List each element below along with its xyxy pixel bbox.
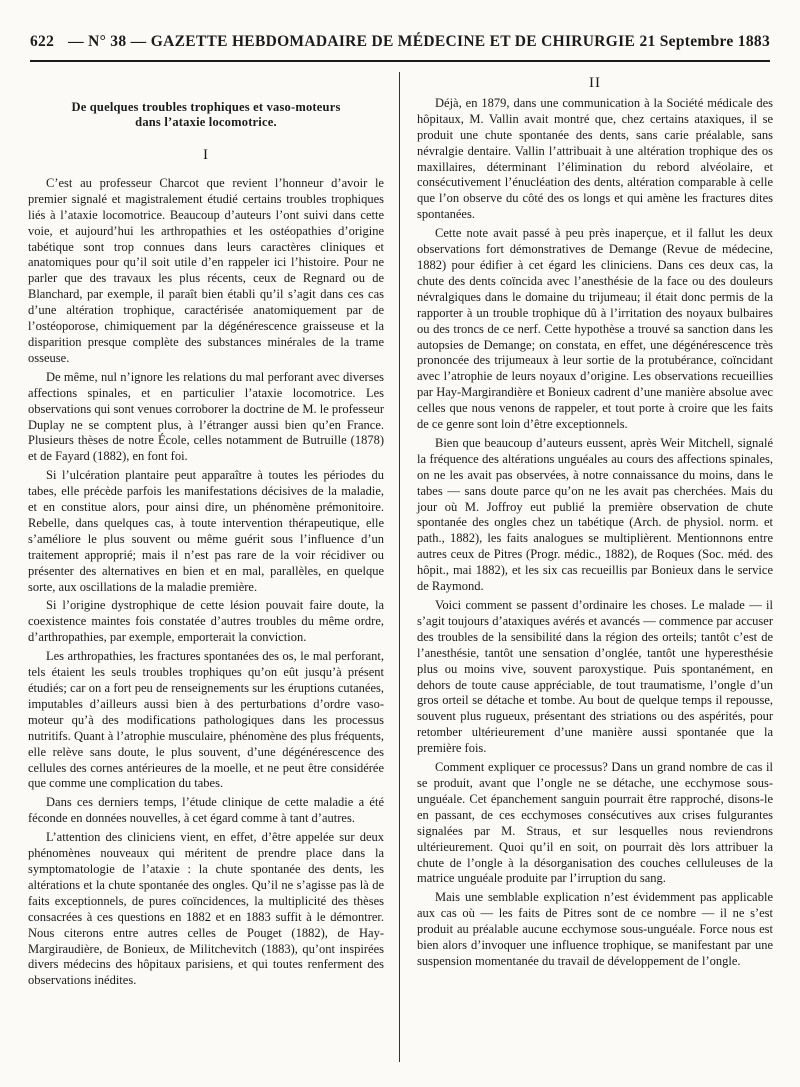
journal-title: GAZETTE HEBDOMADAIRE DE MÉDECINE ET DE CHIRURGIE — [150, 33, 636, 50]
paragraph: Les arthropathies, les fractures spontanées des os, le mal perforant, tels étaient les seuls troubles trophiques qu’on eût jusqu’à présent étudiés; car on a fort peu de renseignements sur les éruptions cutanées, imputables d’ailleurs aussi bien à des perturbations d’ordre vaso-moteur qu’à des modifications pathologiques dans les processus nutritifs. Quant à l’atrophie musculaire, phénomène des plus fréquents, elle relève sans doute, le plus souvent, d’une dégénérescence des cellules des cornes antérieures de la moelle, et ne peut être considérée que comme une complication du tabes. — [28, 649, 384, 791]
issue-date: 21 Septembre 1883 — [639, 33, 770, 50]
paragraph: Comment expliquer ce processus? Dans un grand nombre de cas il se produit, avant que l’ongle ne se détache, une ecchymose sous-unguéale. Cet épanchement sanguin pourrait être rapproché, disons-le en passant, de ces ecchymoses consécutives aux crises fulgurantes signalées par M. Straus, et sur lesquelles nous reviendrons ultérieurement. Quoi qu’il en soit, on pourrait dès lors attribuer la chute de l’ongle à la désorganisation des couches celluleuses de la matrice unguéale produite par l’irruption du sang. — [417, 760, 773, 886]
left-column — [28, 82, 384, 992]
paragraph: Voici comment se passent d’ordinaire les choses. Le malade — il s’agit toujours d’ataxiques avérés et avancés — commence par accuser des troubles de la sensibilité dans la région des orteils; tantôt c’est de l’anesthésie, tantôt une sensation d’onglée, tantôt une hyperesthésie plus ou moins vive, souvent paroxystique. Puis spontanément, en dehors de toute cause appréciable, de tout traumatisme, l’ongle d’un gros orteil se détache et tombe. Au bout de quelque temps il repousse, souvent plus rugueux, présentant des striations ou des aspérités, pour retomber ultérieurement d’une manière aussi spontanée que la première fois. — [417, 598, 773, 756]
paragraph: Si l’ulcération plantaire peut apparaître à toutes les périodes du tabes, elle précède parfois les manifestations décisives de la maladie, et en constitue alors, pour ainsi dire, un phénomène prémonitoire. Rebelle, dans quelques cas, à toute intervention thérapeutique, elle s’améliore le plus souvent ou même guérit sous l’influence d’un traitement approprié; mais il n’est pas rare de la voir récidiver ou présenter des alternatives en bien et en mal, parallèles, en quelque sorte, aux oscillations de la maladie première. — [28, 468, 384, 594]
section-heading-2: II — [589, 75, 601, 91]
paragraph: Mais une semblable explication n’est évidemment pas applicable aux cas où — les faits de Pitres sont de ce nombre — il ne s’est produit au préalable aucune ecchymose sous-unguéale. Force nous est bien alors d’invoquer une influence trophique, se manifestant par une suspension momentanée du travail de développement de l’ongle. — [417, 890, 773, 968]
paragraph: Cette note avait passé à peu près inaperçue, et il fallut les deux observations fort démonstratives de Demange (Revue de médecine, 1882) pour édifier à cet égard les cliniciens. Dans ces deux cas, la chute des dents coïncida avec l’anesthésie de la face ou des douleurs névralgiques dans le domaine du trijumeau; il était donc permis de la rapporter à un trouble trophique dû à l’irritation des noyaux bulbaires ou des troncs de ce nerf. Cette hypothèse a trouvé sa sanction dans les autopsies de Demange; on constata, en effet, une dégénérescence très prononcée des trijumeaux à leur sortie de la protubérance, coïncidant avec l’atrophie de leurs noyaux d’origine. Les observations recueillies par Hay-Margirandière et Bonieux cadrent d’une manière absolue avec celles que nous venons de rappeler, et tout porte à croire que les faits de ce genre sont loin d’être exceptionnels. — [417, 226, 773, 432]
paragraph: De même, nul n’ignore les relations du mal perforant avec diverses affections spinales, et en particulier l’ataxie locomotrice. Les observations qui sont venues corroborer la doctrine de M. le professeur Duplay ne se comptent plus, à l’étranger aussi bien qu’en France. Plusieurs thèses de notre École, celles notamment de Butruille (1878) et de Fayard (1882), en font foi. — [28, 369, 384, 464]
issue-number: — N° 38 — — [68, 33, 147, 50]
section-heading-1: I — [203, 147, 209, 163]
page-number: 622 — [30, 33, 55, 50]
paragraph: L’attention des cliniciens vient, en effet, d’être appelée sur deux phénomènes nouveaux qui méritent de prendre place dans la symptomatologie de l’ataxie : la chute spontanée des dents, les altérations et la chute spontanée des ongles. Qu’il ne s’agisse pas là de faits exceptionnels, de pures coïncidences, la multiplicité des thèses consacrées à ces questions en 1882 et en 1883 suffit à le démontrer. Nous citerons entre autres celles de Pouget (1882), de Hay-Margiraudière, de Bonieux, de Militchevitch (1883), qu’ont inspirées divers médecins des hôpitaux parisiens, et qui toutes renferment des observations inédites. — [28, 830, 384, 988]
article-title-line1: De quelques troubles trophiques et vaso-moteurs — [71, 100, 341, 114]
paragraph: Déjà, en 1879, dans une communication à la Société médicale des hôpitaux, M. Vallin avait montré que, chez certains ataxiques, il se produit une chute spontanée des dents, sans carie préalable, sans névralgie dentaire. Vallin l’attribuait à une altération trophique des os maxillaires, déterminant l’élimination du rebord alvéolaire, et consécutivement l’énucléation des dents, altération comparable à celle que l’on observe du côté des os longs et qui amène les fractures dites spontanées. — [417, 95, 773, 222]
right-column — [417, 76, 773, 973]
paragraph: C’est au professeur Charcot que revient l’honneur d’avoir le premier signalé et magistralement étudié certains troubles trophiques liés à l’ataxie locomotrice. Beaucoup d’auteurs l’ont suivi dans cette voie, et aujourd’hui les arthropathies et les ostéopathies d’origine tabétique sont trop connues dans leurs caractères cliniques et anatomiques pour qu’il soit utile d’en rappeler ici l’histoire. Pour ne parler que des travaux les plus récents, ceux de Regnard ou de Blanchard, par exemple, il paraît bien établi qu’il s’agit dans ces cas d’une altération trophique, caractérisée anatomiquement par de l’ostéoporose, chimiquement par la dégénérescence graisseuse et la disparition presque complète des substances minérales de la trame osseuse. — [28, 175, 384, 365]
paragraph: Si l’origine dystrophique de cette lésion pouvait faire doute, la coexistence maintes fois constatée d’autres troubles du même ordre, d’arthropathies, par exemple, emporterait la conviction. — [28, 598, 384, 645]
column-divider — [399, 72, 400, 1062]
article-title — [36, 100, 376, 130]
paragraph: Bien que beaucoup d’auteurs eussent, après Weir Mitchell, signalé la fréquence des altérations unguéales au cours des affections spinales, on ne les avait pas observées, à notre connaissance du moins, dans le tabes — sans doute parce qu’on ne les avait pas cherchées. Mais du jour où M. Joffroy eut publié la première observation de chute spontanée des ongles chez un tabétique (Arch. de physiol. norm. et path., 1882), les faits analogues se multiplièrent. Mentionnons entre autres ceux de Pitres (Progr. médic., 1882), de Roques (Soc. méd. des hôpit., mai 1882), et les six cas recueillis par Bonieux dans le service de Raymond. — [417, 435, 773, 594]
page-header — [30, 30, 770, 62]
article-title-line2: dans l’ataxie locomotrice. — [135, 115, 277, 129]
paragraph: Dans ces derniers temps, l’étude clinique de cette maladie a été féconde en données nouvelles, à cet égard comme à tant d’autres. — [28, 795, 384, 826]
